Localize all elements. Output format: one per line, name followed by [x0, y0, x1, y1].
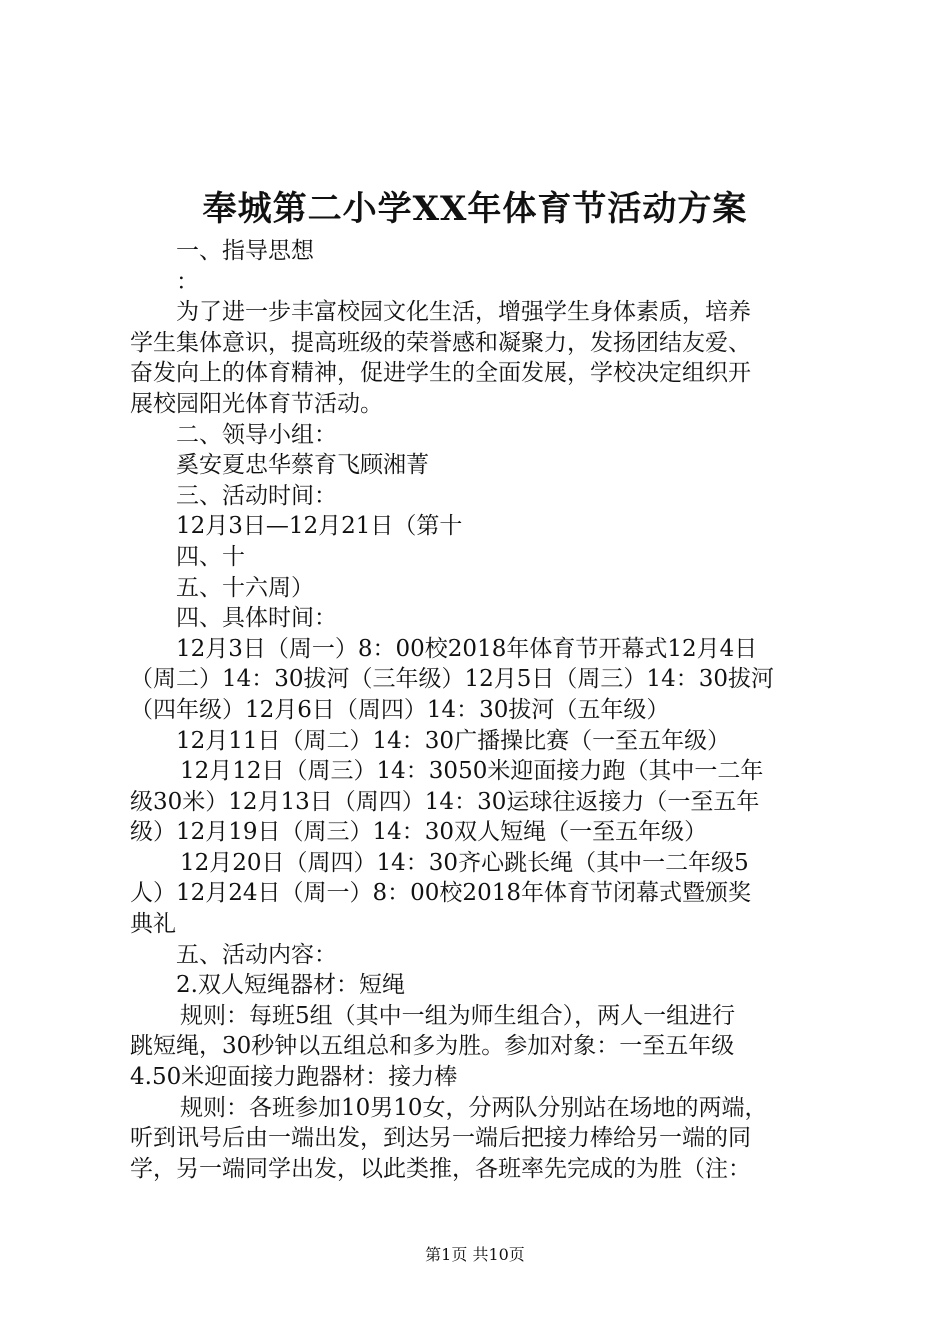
section-heading: 三、活动时间：	[176, 482, 337, 509]
paragraph-line: 4.50米迎面接力跑器材：接力棒	[130, 1064, 458, 1091]
paragraph-line: 级）12月19日（周三）14：30双人短绳（一至五年级）	[130, 819, 708, 846]
page-number-footer: 第1页 共10页	[425, 1245, 525, 1264]
text-line: 五、十六周）	[176, 574, 314, 601]
paragraph-line: （四年级）12月6日（周四）14：30拔河（五年级）	[130, 696, 670, 723]
document-body	[130, 236, 830, 1184]
text-line: 12月3日—12月21日（第十	[176, 513, 463, 540]
section-heading: 二、领导小组：	[176, 421, 337, 448]
paragraph-line: （周二）14：30拔河（三年级）12月5日（周三）14：30拔河	[130, 666, 774, 693]
paragraph-line: 级30米）12月13日（周四）14：30运球往返接力（一至五年	[130, 788, 760, 815]
paragraph-line: 为了进一步丰富校园文化生活，增强学生身体素质，培养	[176, 299, 751, 326]
text-line: ：	[176, 268, 199, 295]
paragraph-line: 12月12日（周三）14：3050米迎面接力跑（其中一二年	[180, 758, 764, 785]
paragraph-line: 人）12月24日（周一）8：00校2018年体育节闭幕式暨颁奖	[130, 880, 751, 907]
paragraph-line: 典礼	[130, 911, 176, 938]
paragraph-line: 奋发向上的体育精神，促进学生的全面发展，学校决定组织开	[130, 360, 751, 387]
paragraph-line: 规则：每班5组（其中一组为师生组合），两人一组进行	[180, 1002, 736, 1029]
section-heading: 一、指导思想	[176, 238, 314, 264]
paragraph-line: 展校园阳光体育节活动。	[130, 390, 383, 417]
paragraph-line: 跳短绳，30秒钟以五组总和多为胜。参加对象：一至五年级	[130, 1033, 735, 1060]
section-heading: 五、活动内容：	[176, 941, 337, 968]
text-line: 奚安夏忠华蔡育飞顾湘菁	[176, 452, 429, 479]
paragraph-line: 学生集体意识，提高班级的荣誉感和凝聚力，发扬团结友爱、	[130, 329, 751, 356]
paragraph-line: 12月11日（周二）14：30广播操比赛（一至五年级）	[176, 727, 731, 754]
paragraph-line: 学，另一端同学出发，以此类推，各班率先完成的为胜（注：	[130, 1155, 751, 1182]
paragraph-line: 规则：各班参加10男10女，分两队分别站在场地的两端，	[180, 1094, 768, 1121]
text-line: 四、十	[176, 543, 245, 570]
paragraph-line: 12月3日（周一）8：00校2018年体育节开幕式12月4日	[176, 635, 758, 662]
document-title: 奉城第二小学XX年体育节活动方案	[202, 189, 748, 229]
text-line: 2.双人短绳器材：短绳	[176, 972, 405, 999]
section-heading: 四、具体时间：	[176, 605, 337, 632]
paragraph-line: 12月20日（周四）14：30齐心跳长绳（其中一二年级5	[180, 849, 749, 876]
paragraph-line: 听到讯号后由一端出发，到达另一端后把接力棒给另一端的同	[130, 1125, 751, 1152]
